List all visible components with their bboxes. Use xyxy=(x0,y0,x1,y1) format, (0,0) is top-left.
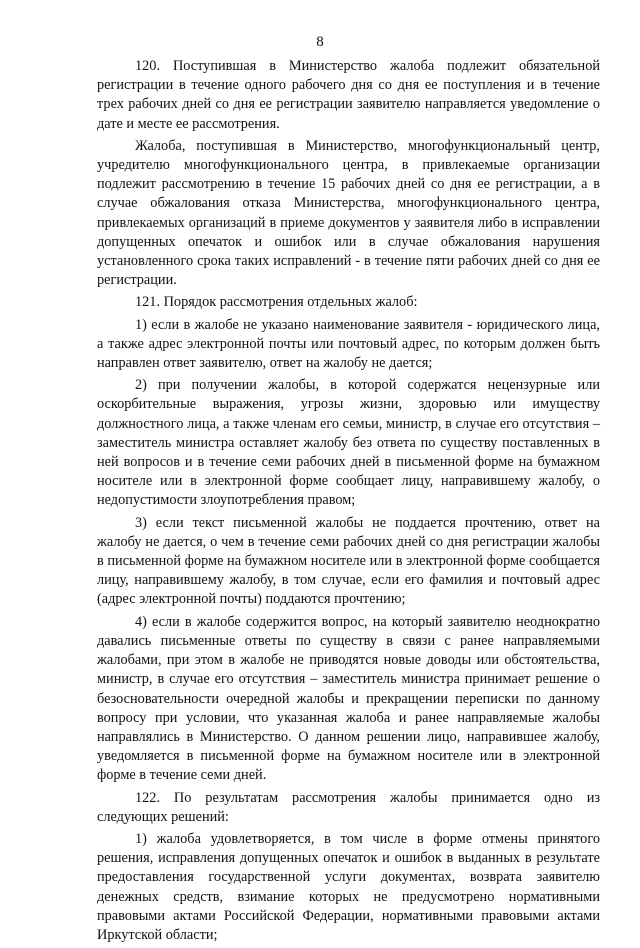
paragraph-120: 120. Поступившая в Министерство жалоба подлежит обязательной регистрации в течение одного рабочего дня со дня ее поступления и в течение трех рабочих дней со дня ее регистрации заявителю направляется уведомление о дате и месте ее рассмотрения. xyxy=(97,58,600,132)
page-number: 8 xyxy=(316,34,324,50)
paragraph-121-item-2: 2) при получении жалобы, в которой содержатся нецензурные или оскорбительные выражения, угрозы жизни, здоровью или имуществу должностного лица, а также членам его семьи, министр, в случае его отсутствия – заместитель министра оставляет жалобу без ответа по существу поставленных в ней вопросов и в течение семи рабочих дней в письменной форме на бумажном носителе или в электронной форме сообщает лицу, направившему жалобу, о недопустимости злоупотребления правом; xyxy=(97,377,600,509)
paragraph-121-item-4: 4) если в жалобе содержится вопрос, на который заявителю неоднократно давались письменные ответы по существу в связи с ранее направляемыми жалобами, при этом в жалобе не приводятся новые доводы или обстоятельства, министр, в случае его отсутствия – заместитель министра принимает решение о безосновательности очередной жалобы и прекращении переписки по данному вопросу при условии, что указанная жалоба и ранее направляемые жалобы направлялись в Министерство. О данном решении лицо, направившее жалобу, уведомляется в письменной форме на бумажном носителе или в электронной форме в течение семи дней. xyxy=(97,613,600,784)
paragraph-121-item-3: 3) если текст письменной жалобы не поддается прочтению, ответ на жалобу не дается, о чем в течение семи рабочих дней со дня регистрации жалобы в письменной форме на бумажном носителе или в электронной форме сообщается лицу, направившему жалобу, в том случае, если его фамилия и почтовый адрес (адрес электронной почты) поддаются прочтению; xyxy=(97,514,600,608)
paragraph-complaint-review-period: Жалоба, поступившая в Министерство, многофункциональный центр, учредителю многофункционального центра, в привлекаемые организации подлежит рассмотрению в течение 15 рабочих дней со дня ее регистрации, а в случае обжалования отказа Министерства, многофункционального центра, привлекаемых организаций в приеме документов у заявителя либо в исправлении допущенных опечаток и ошибок или в случае обжалования нарушения установленного срока таких исправлений - в течение пяти рабочих дней со дня ее регистрации. xyxy=(97,137,600,289)
paragraph-121: 121. Порядок рассмотрения отдельных жалоб: xyxy=(135,294,418,311)
paragraph-122-item-1: 1) жалоба удовлетворяется, в том числе в форме отмены принятого решения, исправления допущенных опечаток и ошибок в выданных в результате предоставления государственной услуги документах, возврата заявителю денежных средств, взимание которых не предусмотрено нормативными правовыми актами Российской Федерации, нормативными правовыми актами Иркутской области; xyxy=(97,830,600,943)
paragraph-121-item-1: 1) если в жалобе не указано наименование заявителя - юридического лица, а также адрес электронной почты или почтовый адрес, по которым должен быть направлен ответ заявителю, ответ на жалобу не дается; xyxy=(97,316,600,372)
document-body xyxy=(97,57,600,948)
paragraph-122: 122. По результатам рассмотрения жалобы принимается одно из следующих решений: xyxy=(97,789,600,825)
